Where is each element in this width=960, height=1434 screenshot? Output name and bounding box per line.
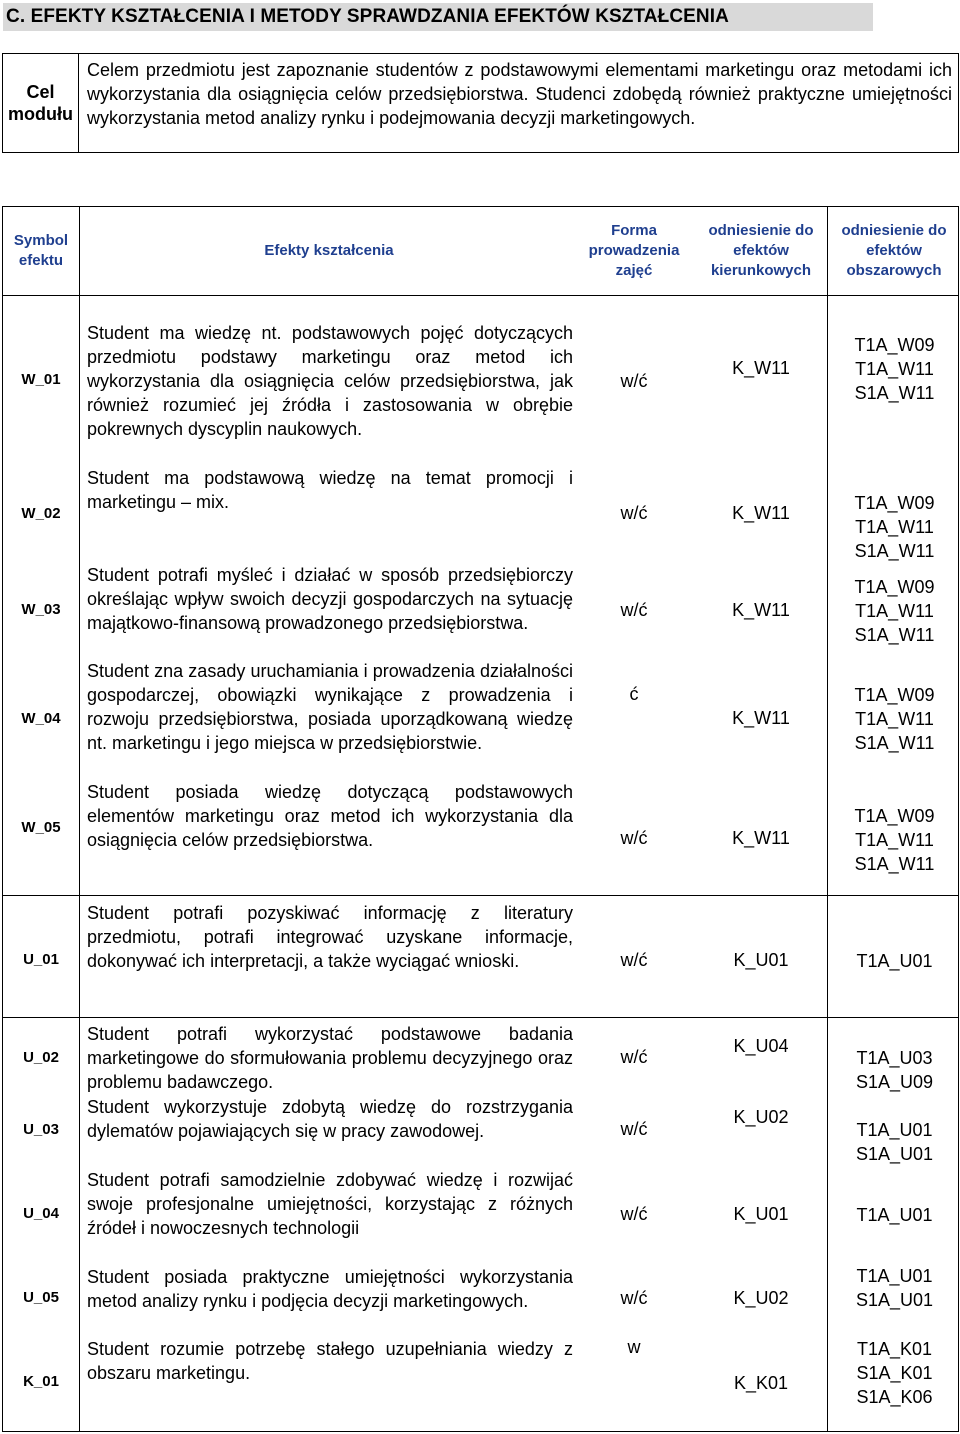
cel-label-line1: Cel — [26, 82, 55, 102]
row-symbol: U_01 — [23, 951, 59, 968]
row-effect-text: Student zna zasady uruchamiania i prowadzenia działalności gospodarczej, obowiązki wynikające z prowadzenia i rozwoju przedsiębiorstwa, posiada uporządkowaną wiedzę nt. marketingu i jego miejsca w przedsiębiorstwie. — [87, 661, 573, 753]
row-kierunkowe: K_W11 — [732, 503, 790, 523]
header-obszarowe: odniesienie do efektów obszarowych — [841, 222, 947, 279]
cel-modulu-label — [3, 54, 79, 152]
group-divider — [3, 895, 958, 896]
row-symbol: W_01 — [21, 371, 61, 388]
row-symbol: W_02 — [21, 505, 61, 522]
row-symbol: U_03 — [23, 1121, 59, 1138]
group-divider — [3, 1017, 958, 1018]
row-kierunkowe: K_U01 — [733, 1204, 789, 1224]
row-symbol: W_05 — [21, 819, 61, 836]
row-effect-text: Student rozumie potrzebę stałego uzupełniania wiedzy z obszaru marketingu. — [87, 1339, 573, 1383]
header-forma: Forma prowadzenia zajęć — [588, 222, 680, 279]
row-symbol: K_01 — [23, 1373, 59, 1390]
row-kierunkowe: K_W11 — [732, 600, 790, 620]
row-effect-text: Student potrafi wykorzystać podstawowe badania marketingowe do sformułowania problemu decyzyjnego oraz problemu badawczego. — [87, 1024, 573, 1092]
row-obszarowe: T1A_U01 S1A_U01 — [855, 1266, 934, 1310]
row-effect-text: Student potrafi samodzielnie zdobywać wiedzę i rozwijać swoje profesjonalne umiejętności, korzystając z różnych źródeł i nowoczesnych technologii — [87, 1170, 573, 1238]
row-symbol: U_04 — [23, 1205, 59, 1222]
row-kierunkowe: K_W11 — [732, 358, 790, 378]
row-kierunkowe: K_W11 — [732, 828, 790, 848]
row-kierunkowe: K_K01 — [733, 1373, 789, 1393]
row-forma: w/ć — [620, 371, 648, 391]
row-forma: ć — [629, 684, 639, 704]
row-forma: w/ć — [620, 600, 648, 620]
row-effect-text: Student potrafi myśleć i działać w sposób przedsiębiorczy określając wpływ swoich decyzji gospodarczych na sytuację majątkowo-finansową prowadzonego przedsiębiorstwa. — [87, 565, 573, 633]
row-symbol: W_03 — [21, 601, 61, 618]
row-symbol: W_04 — [21, 710, 61, 727]
row-forma: w/ć — [620, 1047, 648, 1067]
row-forma: w/ć — [620, 503, 648, 523]
row-obszarowe: T1A_W09 T1A_W11 S1A_W11 — [854, 335, 935, 403]
row-forma: w/ć — [620, 828, 648, 848]
row-obszarowe: T1A_W09 T1A_W11 S1A_W11 — [854, 493, 935, 561]
row-forma: w/ć — [620, 1204, 648, 1224]
row-kierunkowe: K_U01 — [733, 950, 789, 970]
row-symbol: U_02 — [23, 1049, 59, 1066]
row-effect-text: Student posiada praktyczne umiejętności wykorzystania metod analizy rynku i podjęcia decyzji marketingowych. — [87, 1267, 573, 1311]
row-kierunkowe: K_U02 — [733, 1288, 789, 1308]
cel-modulu-text: Celem przedmiotu jest zapoznanie studentów z podstawowymi elementami marketingu oraz metodami ich wykorzystania dla osiągnięcia celów przedsiębiorstwa. Studenci zdobędą również praktyczne umiejętności wykorzystania metod analizy rynku i podejmowania decyzji marketingowych. — [87, 60, 952, 128]
row-kierunkowe: K_U02 — [733, 1107, 789, 1127]
row-effect-text: Student ma podstawową wiedzę na temat promocji i marketingu – mix. — [87, 468, 573, 512]
row-forma: w — [627, 1337, 641, 1357]
column-divider — [79, 207, 80, 1431]
row-kierunkowe: K_U04 — [733, 1036, 789, 1056]
row-forma: w/ć — [620, 1288, 648, 1308]
row-obszarowe: T1A_U01 S1A_U01 — [855, 1120, 934, 1164]
row-effect-text: Student potrafi pozyskiwać informację z literatury przedmiotu, potrafi integrować uzyskane informacje, dokonywać ich interpretacji, a także wyciągać wnioski. — [87, 903, 573, 971]
column-divider — [827, 207, 828, 1431]
row-obszarowe: T1A_K01 S1A_K01 S1A_K06 — [856, 1339, 933, 1407]
row-kierunkowe: K_W11 — [732, 708, 790, 728]
header-efekty: Efekty kształcenia — [264, 242, 394, 259]
row-effect-text: Student posiada wiedzę dotyczącą podstawowych elementów marketingu oraz metod ich wykorzystania dla osiągnięcia celów przedsiębiorstwa. — [87, 782, 573, 850]
row-symbol: U_05 — [23, 1289, 59, 1306]
cel-label-line2: modułu — [8, 104, 73, 124]
row-forma: w/ć — [620, 950, 648, 970]
efekty-table — [2, 206, 959, 1432]
row-obszarowe: T1A_W09 T1A_W11 S1A_W11 — [854, 685, 935, 753]
row-obszarowe: T1A_W09 T1A_W11 S1A_W11 — [854, 577, 935, 645]
row-obszarowe: T1A_U03 S1A_U09 — [855, 1048, 934, 1092]
row-obszarowe: T1A_U01 — [856, 1205, 933, 1225]
header-symbol: Symbol efektu — [13, 232, 69, 269]
cel-modulu-table — [2, 53, 959, 153]
row-effect-text: Student wykorzystuje zdobytą wiedzę do rozstrzygania dylematów pojawiających się w pracy zawodowej. — [87, 1097, 573, 1141]
row-effect-text: Student ma wiedzę nt. podstawowych pojęć dotyczących przedmiotu podstawy marketingu oraz metod ich wykorzystania dla osiągnięcia celów przedsiębiorstwa, jak również rozumieć jej źródła i zastosowania w obrębie pokrewnych dyscyplin naukowych. — [87, 323, 573, 439]
section-heading: C. EFEKTY KSZTAŁCENIA I METODY SPRAWDZANIA EFEKTÓW KSZTAŁCENIA — [3, 3, 873, 31]
row-obszarowe: T1A_W09 T1A_W11 S1A_W11 — [854, 806, 935, 874]
header-kierunkowe: odniesienie do efektów kierunkowych — [708, 222, 814, 279]
row-obszarowe: T1A_U01 — [856, 951, 933, 971]
header-divider — [3, 295, 958, 296]
row-forma: w/ć — [620, 1119, 648, 1139]
